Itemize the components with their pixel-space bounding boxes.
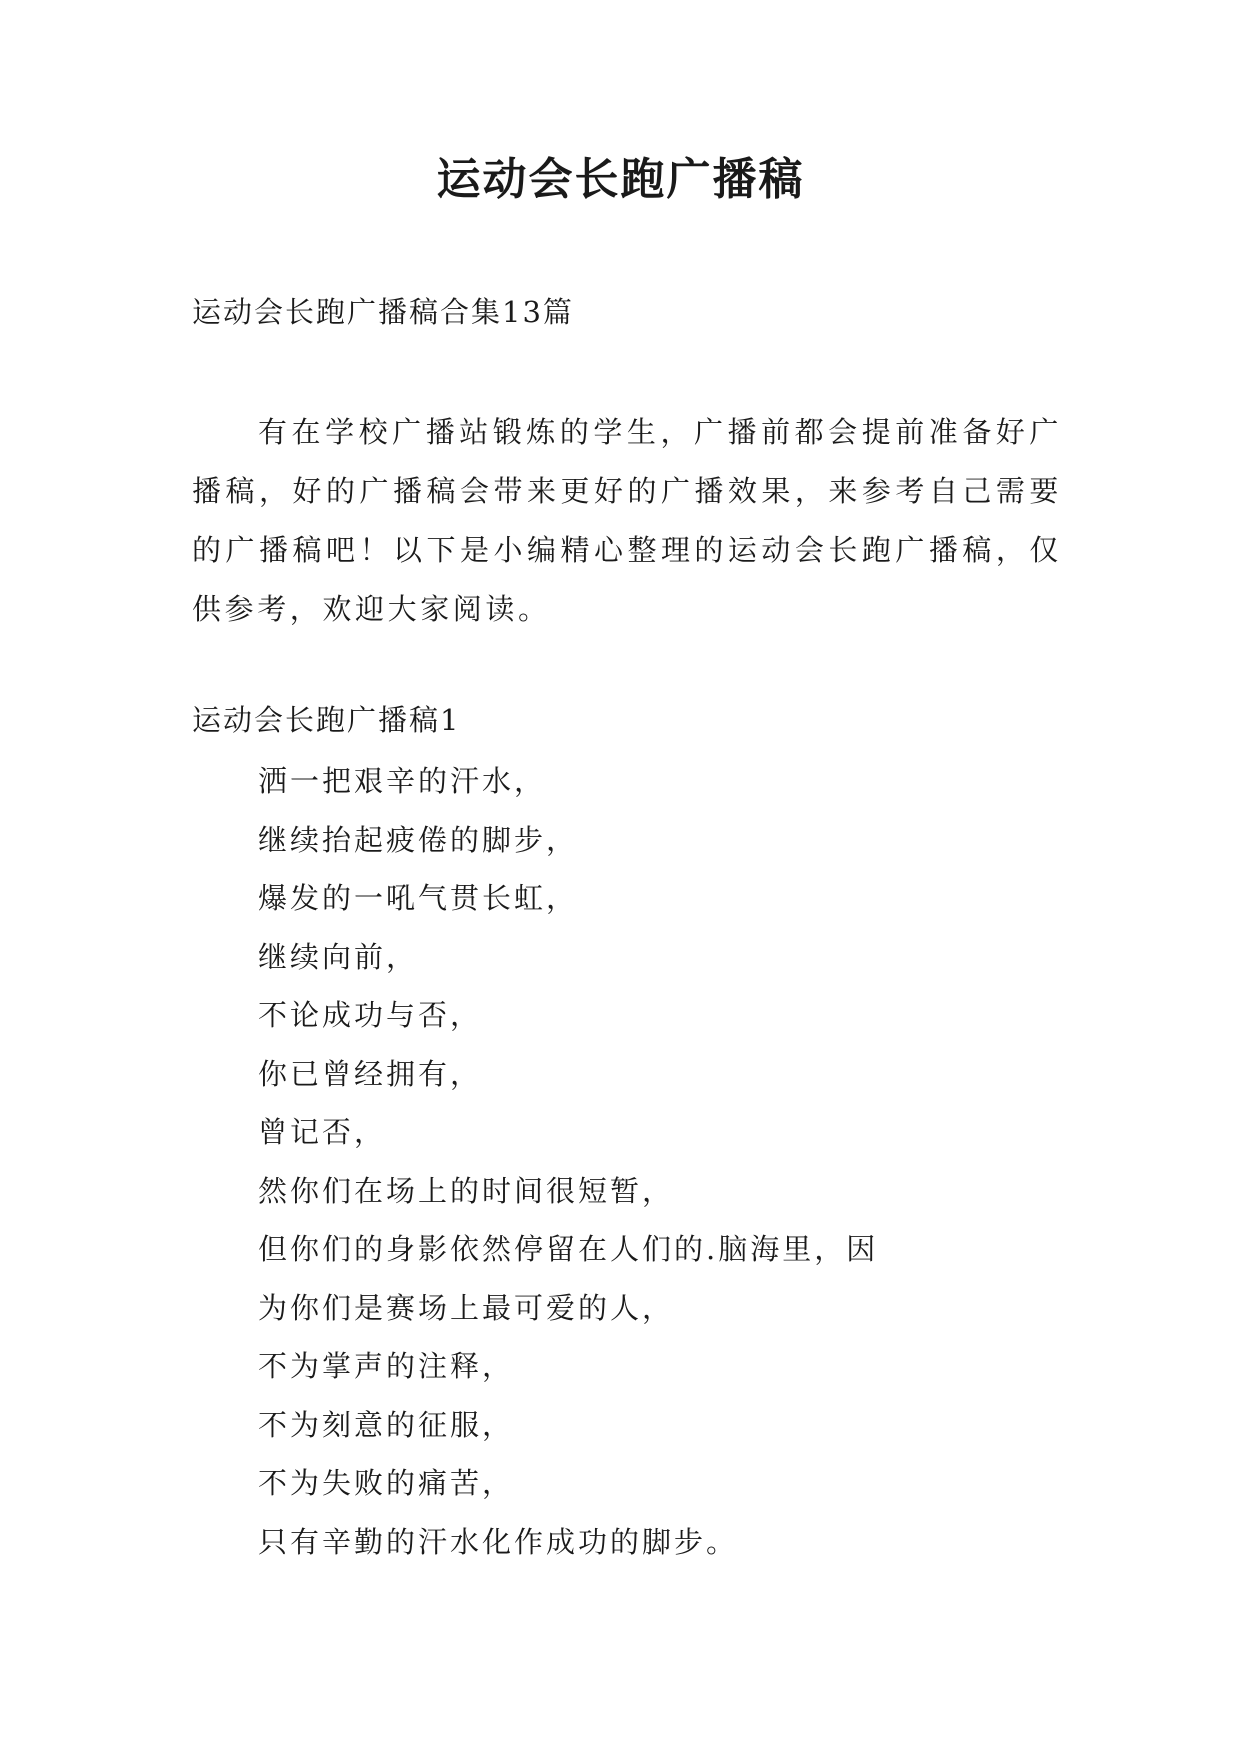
section-heading: 运动会长跑广播稿1 <box>192 703 461 737</box>
verse-line: 但你们的身影依然停留在人们的.脑海里，因 <box>258 1232 879 1266</box>
verse-list <box>258 752 878 1571</box>
verse-line: 不论成功与否， <box>258 998 483 1032</box>
verse-line: 洒一把艰辛的汗水， <box>258 764 547 798</box>
verse-line: 继续向前， <box>258 939 419 974</box>
verse-line: 为你们是赛场上最可爱的人， <box>258 1290 675 1325</box>
intro-paragraph: 有在学校广播站锻炼的学生，广播前都会提前准备好广播稿，好的广播稿会带来更好的广播效果，来参考自己需要的广播稿吧！以下是小编精心整理的运动会长跑广播稿，仅供参考，欢迎大家阅读。 <box>192 415 1062 626</box>
verse-line: 不为刻意的征服， <box>258 1407 515 1442</box>
verse-line: 继续抬起疲倦的脚步， <box>258 822 579 857</box>
document-title: 运动会长跑广播稿 <box>436 154 805 205</box>
verse-line: 然你们在场上的时间很短暂， <box>258 1173 675 1208</box>
verse-line: 不为掌声的注释， <box>258 1349 515 1383</box>
verse-line: 不为失败的痛苦， <box>258 1466 515 1500</box>
verse-line: 爆发的一吼气贯长虹， <box>258 881 579 915</box>
verse-line: 曾记否， <box>258 1115 387 1149</box>
verse-line: 你已曾经拥有， <box>258 1056 483 1091</box>
document-subtitle: 运动会长跑广播稿合集13篇 <box>192 295 574 329</box>
verse-line: 只有辛勤的汗水化作成功的脚步。 <box>258 1524 739 1559</box>
